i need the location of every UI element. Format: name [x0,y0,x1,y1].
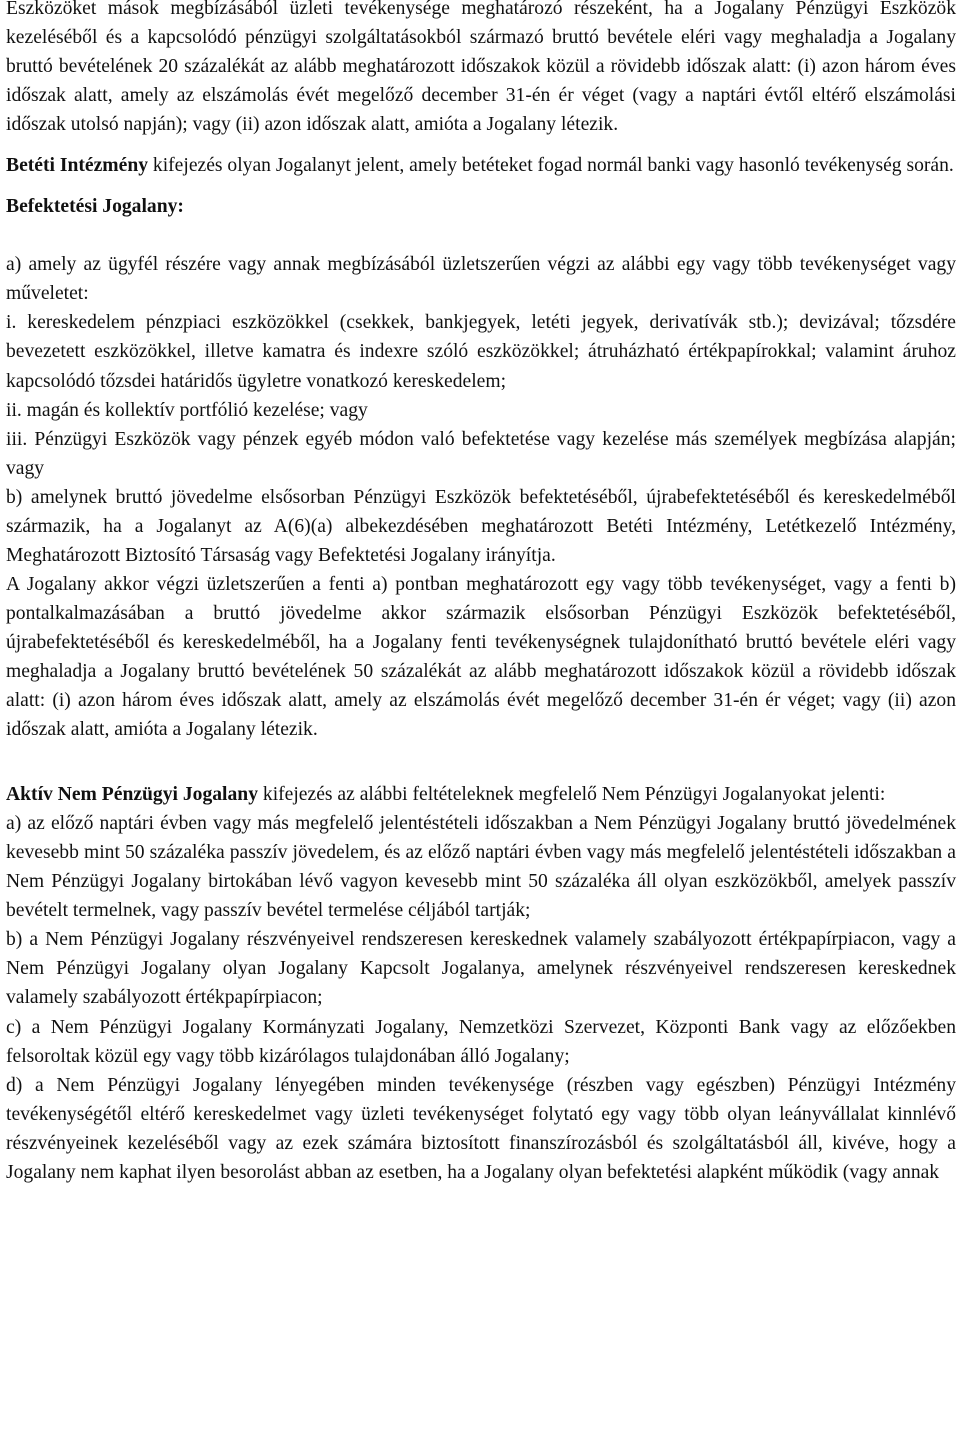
spacer [6,744,956,780]
document-page [6,0,956,1187]
active-nfe-term: Aktív Nem Pénzügyi Jogalany [6,784,258,806]
depository-institution-term: Betéti Intézmény [6,155,149,177]
depository-institution-definition [6,151,956,180]
depository-institution-text: kifejezés olyan Jogalanyt jelent, amely betéteket fogad normál banki vagy hasonló tevékenység során. [148,155,954,177]
investment-entity-point-a: a) amely az ügyfél részére vagy annak megbízásából üzletszerűen végzi az alábbi egy vagy több tevékenységet vagy műveletet: [6,254,956,305]
investment-entity-point-iii: iii. Pénzügyi Eszközök vagy pénzek egyéb módon való befektetése vagy kezelése más személyek megbízása alapján; vagy [6,428,956,479]
active-nfe-definition [6,780,956,809]
investment-entity-point-b: b) amelynek bruttó jövedelme elsősorban Pénzügyi Eszközök befektetéséből, újrabefektetéséből és kereskedelméből származik, ha a Jogalanyt az A(6)(a) albekezdésében meghatározott Betéti Intézmény, Letétkezelő Intézmény, Meghatározott Biztosító Társaság vagy Befektetési Jogalany irányítja. [6,486,956,566]
active-nfe-intro-text: kifejezés az alábbi feltételeknek megfelelő Nem Pénzügyi Jogalanyokat jelenti: [258,784,886,806]
active-nfe-point-c: c) a Nem Pénzügyi Jogalany Kormányzati Jogalany, Nemzetközi Szervezet, Központi Bank vagy az előzőekben felsoroltak közül egy vagy több kizárólagos tulajdonában álló Jogalany; [6,1016,956,1067]
active-nfe-point-b: b) a Nem Pénzügyi Jogalany részvényeivel rendszeresen kereskednek valamely szabályozott értékpapírpiacon, vagy a Nem Pénzügyi Jogalany olyan Jogalany Kapcsolt Jogalanya, amelynek részvényeivel rendszeresen kereskednek valamely szabályozott értékpapírpiacon; [6,929,956,1009]
investment-entity-point-ii: ii. magán és kollektív portfólió kezelése; vagy [6,399,368,421]
investment-entity-point-i: i. kereskedelem pénzpiaci eszközökkel (csekkek, bankjegyek, letéti jegyek, derivatívák stb.); devizával; tőzsdére bevezetett eszközökkel, illetve kamatra és indexre szóló eszközökkel; átruházható értékpapírokkal; valamint áruhoz kapcsolódó tőzsdei határidős ügyletre vonatkozó kereskedelem; [6,312,956,392]
investment-entity-heading: Befektetési Jogalany: [6,196,184,218]
spacer [6,221,956,250]
active-nfe-point-a: a) az előző naptári évben vagy más megfelelő jelentéstételi időszakban a Nem Pénzügyi Jogalany bruttó jövedelmének kevesebb mint 50 százaléka passzív jövedelem, és az előző naptári évben vagy más megfelelő jelentéstételi időszakban a Nem Pénzügyi Jogalany birtokában lévő vagyon kevesebb mint 50 százaléka áll olyan eszközökből, amelyek passzív bevételt termelnek, vagy passzív bevétel termelése céljából tartják; [6,813,956,922]
spacer [6,180,956,192]
spacer [6,139,956,151]
investment-entity-closing-paragraph: A Jogalany akkor végzi üzletszerűen a fenti a) pontban meghatározott egy vagy több tevékenységet, vagy a fenti b) pontalkalmazásában a bruttó jövedelme akkor származik elsősorban Pénzügyi Eszközök befektetéséből, újrabefektetéséből és kereskedelméből, ha a Jogalany fenti tevékenységnek tulajdonítható bruttó bevétele eléri vagy meghaladja a Jogalany bruttó bevételének 50 százalékát az alább meghatározott időszakok közül a rövidebb időszak alatt: (i) azon három éves időszak alatt, amely az elszámolás évét megelőző december 31-én ér véget; vagy (ii) azon időszak alatt, amióta a Jogalany létezik. [6,573,956,741]
active-nfe-point-d: d) a Nem Pénzügyi Jogalany lényegében minden tevékenysége (részben vagy egészben) Pénzügyi Intézmény tevékenységétől eltérő kereskedelmet vagy üzleti tevékenységet folytató egy vagy több olyan leányvállalat kinnlévő részvényeinek kezeléséből vagy az ezek számára biztosított finanszírozásból és szolgáltatásból áll, kivéve, hogy a Jogalany nem kaphat ilyen besorolást abban az esetben, ha a Jogalany olyan befektetési alapként működik (vagy annak [6,1074,956,1183]
intro-paragraph: Eszközöket mások megbízásából üzleti tevékenysége meghatározó részeként, ha a Jogalany Pénzügyi Eszközök kezeléséből és a kapcsolódó pénzügyi szolgáltatásokból származó bruttó bevétele eléri vagy meghaladja a Jogalany bruttó bevételének 20 százalékát az alább meghatározott időszakok közül a rövidebb időszak alatt: (i) azon három éves időszak alatt, amely az elszámolás évét megelőző december 31-én ér véget (vagy a naptári évtől eltérő elszámolási időszak utolsó napján); vagy (ii) azon időszak alatt, amióta a Jogalany létezik. [6,0,956,136]
